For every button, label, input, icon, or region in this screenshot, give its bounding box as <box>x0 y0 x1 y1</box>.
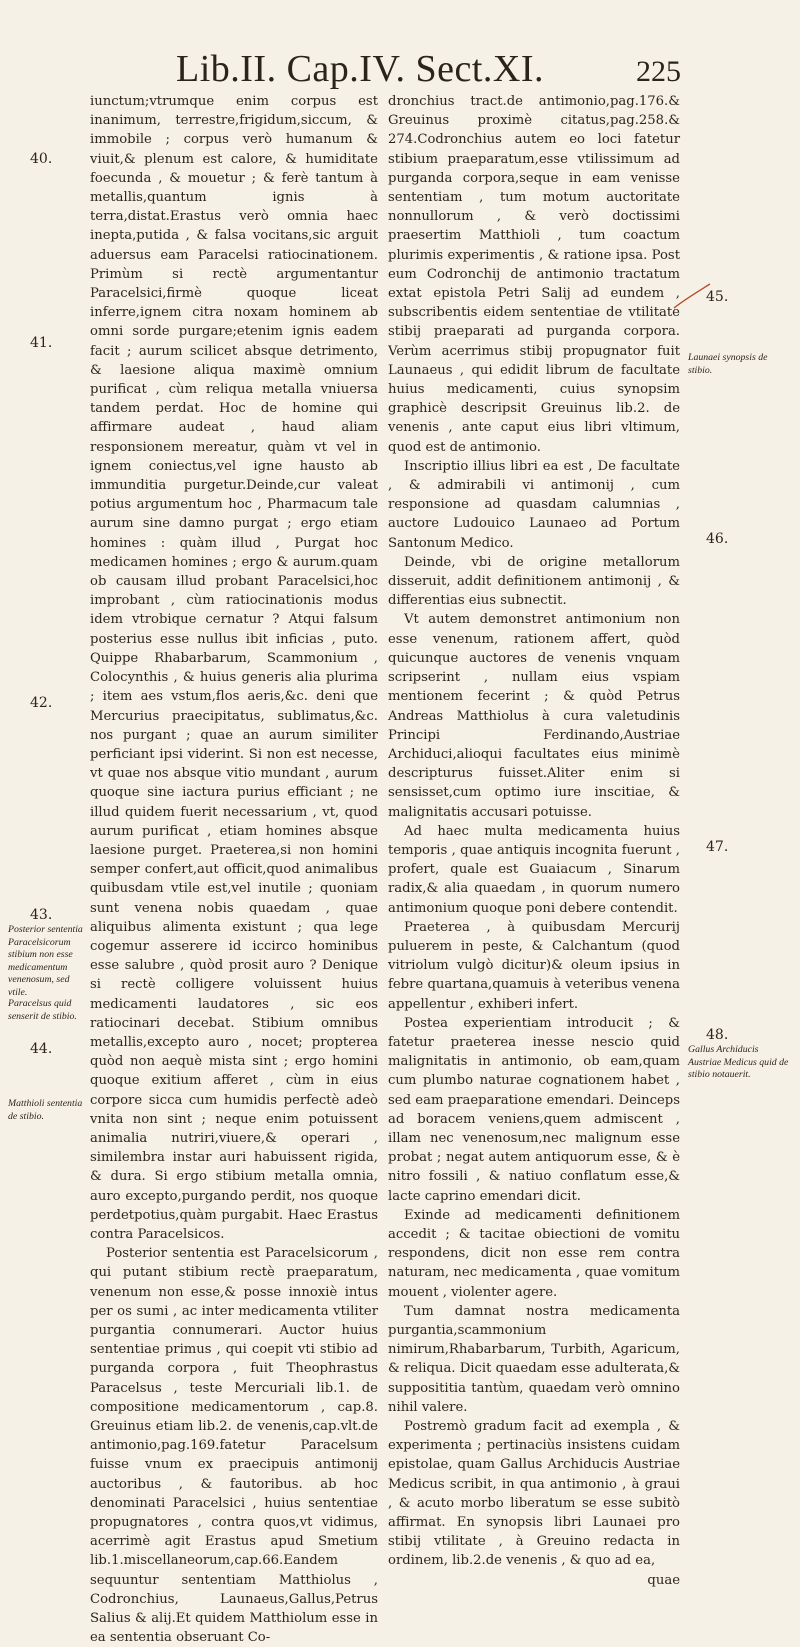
margin-number-45: 45. <box>706 289 729 305</box>
left-paragraph-2: Posterior sententia est Paracelsicorum , qui putant stibium rectè praeparatum, venenum non esse,& posse innoxiè intus per os sumi , ac inter medicamenta vtiliter purgantia connumerari. Auctor huius sententiae primus , qui coepit vti stibio ad purganda corpora , fuit Theophrastus Paracelsus , teste Mercuriali lib.1. de compositione medicamentorum , cap.8. Greuinus etiam lib.2. de venenis,cap.vlt.de antimonio,pag.169.fatetur Paracelsum fuisse vnum ex praecipuis antimonij auctoribus , & fautoribus. ab hoc denominati Paracelsici , huius sententiae propugnatores , contra quos,vt vidimus, acerrimè agit Erastus apud Smetium lib.1.miscellaneorum,cap.66.Eandem sequuntur sententiam Matthiolus , Codronchius, Launaeus,Gallus,Petrus Salius & alij.Et quidem Matthiolum esse in ea sententia obseruant Co- <box>90 1246 378 1646</box>
right-paragraph-8: Exinde ad medicamenti definitionem accedit ; & tacitae obiectioni de vomitu respondens, dicit non esse rem contra naturam, nec medicamenta , quae vomitum mouent , violenter agere. <box>388 1207 680 1300</box>
margin-number-46: 46. <box>706 531 729 547</box>
margin-number-44: 44. <box>30 1041 53 1057</box>
margin-note-gallus: Gallus Archiducis Austriae Medicus quid de stibio notauerit. <box>688 1044 789 1080</box>
margin-note-launaei-synopsis: Launaei synopsis de stibio. <box>688 352 768 376</box>
left-paragraph-1: iunctum;vtrumque enim corpus est inanimum, terrestre,frigidum,siccum, & immobile ; corpus verò humanum & viuit,& plenum est calore, & humiditate foecunda , & mouetur ; & ferè tantum à metallis,quantum ignis à terra,distat.Erastus verò omnia haec inepta,putida , & falsa vocitans,sic arguit aduersus eam Paracelsi ratiocinationem. Primùm si rectè argumentantur Paracelsici,firmè quoque liceat inferre,ignem citra noxam hominem ab omni sorde purgare;etenim ignis eadem facit ; aurum scilicet absque detrimento, & laesione aliqua maximè omnium purificat , cùm reliqua metalla vniuersa tandem perdat. Hoc de homine qui affirmare audeat , haud aliam responsionem mereatur, quàm vt vel in ignem coniectus,vel igne hausto ab immunditia purgetur.Deinde,cur valeat potius argumentum hoc , Pharmacum tale aurum sine damno purgat ; ergo etiam homines : quàm illud , Purgat hoc medicamen homines ; ergo & aurum.quam ob causam illud probant Paracelsici,hoc improbant , cùm ratiocinationis modus idem vtrobique cernatur ? Atqui falsum posterius esse nullus ibit inficias , puto. Quippe Rhabarbarum, Scammonium , Colocynthis , & huius generis alia plurima ; item aes vstum,flos aeris,&c. deni que Mercurius praecipitatus, sublimatus,&c. nos purgant ; quae an aurum similiter perficiant ipsi viderint. Si non est necesse, vt quae nos absque vitio mundant , aurum quoque sine iactura purius efficiant ; ne illud quidem fuerit necessarium , vt, quod aurum purificat , etiam homines absque laesione purget. Praeterea,si non homini semper confert,aut officit,quod animalibus quibusdam vtile est,vel inutile ; quoniam sunt venena nobis quaedam , quae aliquibus alimenta existunt ; qua lege cogemur asserere id iccirco hominibus esse salubre , quòd prosit auro ? Denique si rectè colligere voluissent huius medicamenti laudatores , sic eos ratiocinari decebat. Stibium omnibus metallis,excepto auro , nocet; propterea quòd non aequè mista sint ; ergo homini quoque exitium afferet , cùm in eius corpore sicca cum humidis perfectè adeò vnita non sint ; neque enim potuissent animalia nutriri,viuere,& operari , similembra instar auri habuissent rigida, & dura. Si ergo stibium metalla omnia, auro excepto,purgando perdit, nos quoque perdetpotius,quàm purgabit. Haec Erastus contra Paracelsicos. <box>90 94 378 1242</box>
page-number: 225 <box>636 55 681 88</box>
margin-number-40: 40. <box>30 151 53 167</box>
right-paragraph-4: Vt autem demonstret antimonium non esse venenum, rationem affert, quòd quicunque auctores de venenis vnquam scripserint , nullam eius vspiam mentionem fecerint ; & quòd Petrus Andreas Matthiolus à cura valetudinis Principi Ferdinando,Austriae Archiduci,alioqui facultates eius minimè descripturus fuisset.Aliter enim si sensisset,cum optimo iure inscitiae, & malignitatis accusari potuisse. <box>388 612 680 820</box>
right-paragraph-5: Ad haec multa medicamenta huius temporis , quae antiquis incognita fuerunt , profert, quale est Guaiacum , Sinarum radix,& alia quaedam , in quorum numero antimonium quoque poni debere contendit. <box>388 823 680 916</box>
margin-number-43: 43. <box>30 907 53 923</box>
right-paragraph-6: Praeterea , à quibusdam Mercurij puluerem in peste, & Calchantum (quod vitriolum vulgò dicitur)& oleum ipsius in febre quartana,quamuis à veteribus venena appellentur , exhiberi infert. <box>388 919 680 1012</box>
running-header <box>0 46 800 92</box>
right-paragraph-2: Inscriptio illius libri ea est , De facultate , & admirabili vi antimonij , cum responsione ad quasdam calumnias , auctore Ludouico Launaeo ad Portum Santonum Medico. <box>388 458 680 551</box>
margin-number-47: 47. <box>706 839 729 855</box>
margin-number-48: 48. <box>706 1027 729 1043</box>
right-text-column <box>388 92 680 1590</box>
right-paragraph-10: Postremò gradum facit ad exempla , & experimenta ; pertinaciùs insistens cuidam epistolae, quam Gallus Archiducis Austriae Medicus scribit, in qua antimonio , à graui , & acuto morbo liberatum se esse subitò affirmat. En synopsis libri Launaei pro stibij vtilitate , à Greuino redacta in ordinem, lib.2.de venenis , & quo ad ea, <box>388 1419 680 1569</box>
margin-number-41: 41. <box>30 335 53 351</box>
right-paragraph-3: Deinde, vbi de origine metallorum disseruit, addit definitionem antimonij , & differentias eius subnectit. <box>388 554 680 609</box>
right-paragraph-7: Postea experientiam introducit ; & fatetur praeterea inesse nescio quid malignitatis in antimonio, ob eam,quam cum plumbo naturae cognationem habet , sed eam praeparatione emendari. Deinceps ad boracem veniens,quem admiscent , illam nec venenosum,nec malignum esse probat ; negat autem antiquorum esse, & è nitro fossili , & natiuo conflatum esse,& lacte caprino emendari dicit. <box>388 1015 680 1204</box>
left-text-column <box>90 92 378 1647</box>
running-title: Lib.II. Cap.IV. Sect.XI. <box>176 48 545 90</box>
margin-number-42: 42. <box>30 695 53 711</box>
right-paragraph-1: dronchius tract.de antimonio,pag.176.& Greuinus proximè citatus,pag.258.& 274.Codronchius autem eo loci fatetur stibium praeparatum,esse vtilissimum ad purganda corpora,seque in eam venisse sententiam , tum motum auctoritate nonnullorum , & verò doctissimi praesertim Matthioli , tum coactum plurimis experimentis , & ratione ipsa. Post eum Codronchij de antimonio tractatum extat epistola Petri Salij ad eundem , subscribentis eidem sententiae de vtilitate stibij praeparati ad purganda corpora. Verùm acerrimus stibij propugnator fuit Launaeus , qui edidit librum de facultate huius medicamenti, cuius synopsim graphicè descripsit Greuinus lib.2. de venenis , ante caput eius libri vltimum, quod est de antimonio. <box>388 94 680 455</box>
margin-note-paracelsus: Paracelsus quid senserit de stibio. <box>8 998 77 1022</box>
margin-note-matthioli: Matthioli sententia de stibio. <box>8 1098 83 1122</box>
margin-note-posterior-sententia: Posterior sententia Paracelsicorum stibium non esse medicamentum venenosum, sed vtile. <box>8 924 83 998</box>
catchword: quae <box>647 1572 680 1588</box>
right-paragraph-9: Tum damnat nostra medicamenta purgantia,scammonium nimirum,Rhabarbarum, Turbith, Agaricum, & reliqua. Dicit quaedam esse adulterata,& supposititia tantùm, quaedam verò omnino nihil valere. <box>388 1303 680 1415</box>
